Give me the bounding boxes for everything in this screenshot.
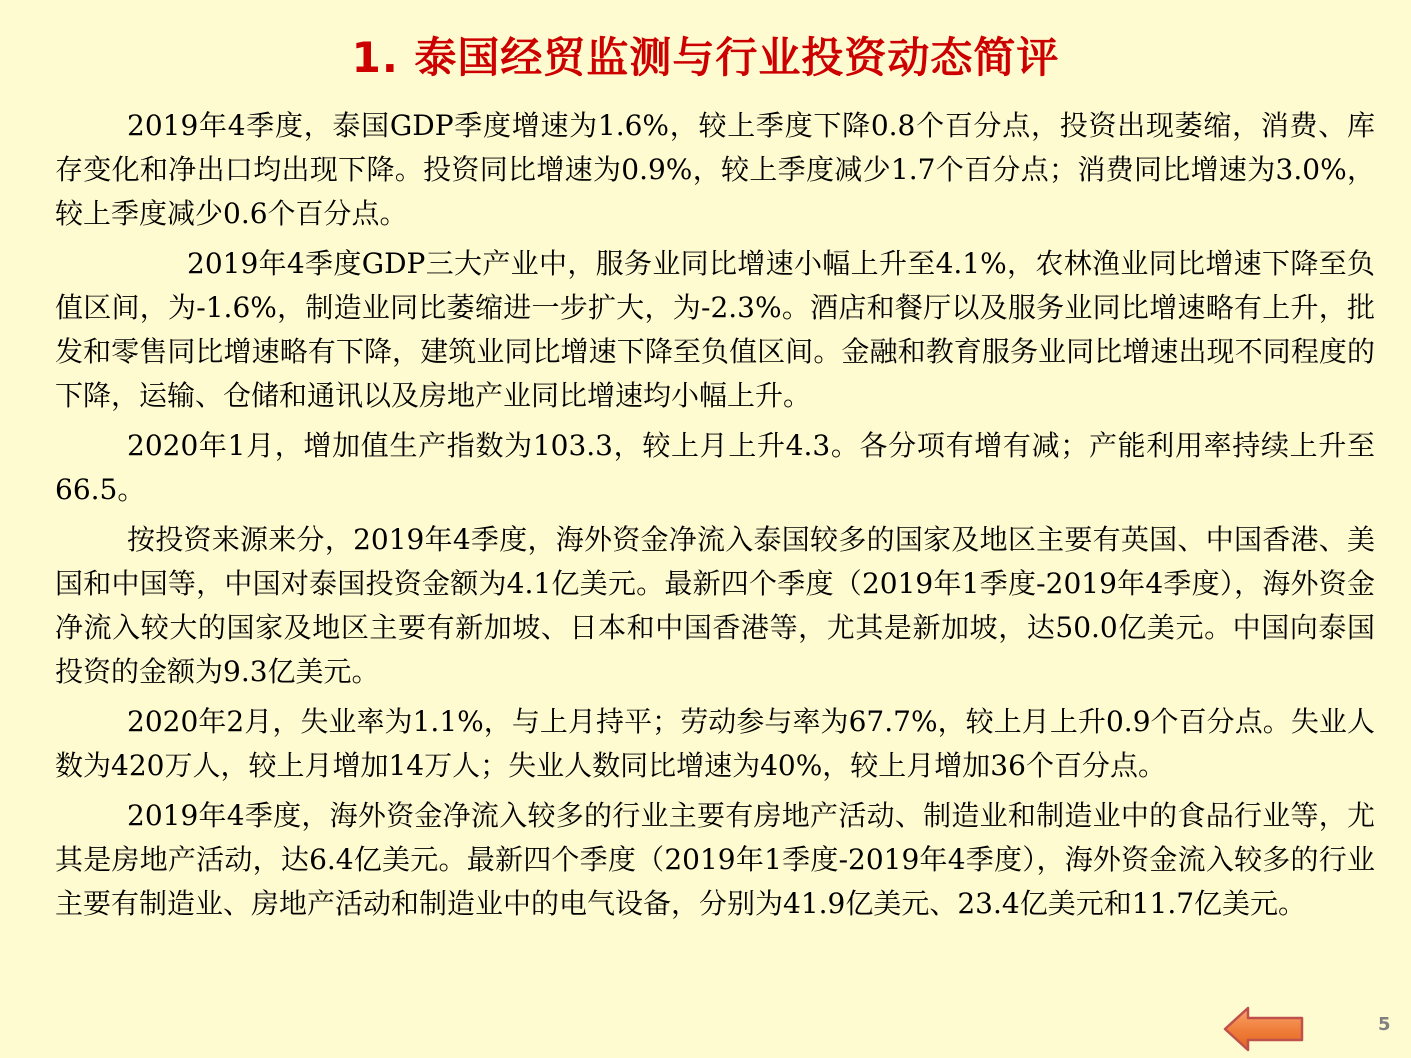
back-button[interactable]: [1222, 1005, 1306, 1053]
paragraph-investment-industry: 2019年4季度，海外资金净流入较多的行业主要有房地产活动、制造业和制造业中的食品行业等，尤其是房地产活动，达6.4亿美元。最新四个季度（2019年1季度-2019年4季度），海外资金流入较多的行业主要有制造业、房地产活动和制造业中的电气设备，分别为41.9亿美元、23.4亿美元和11.7亿美元。: [55, 799, 1375, 920]
paragraph-gdp: 2019年4季度，泰国GDP季度增速为1.6%，较上季度下降0.8个百分点，投资出现萎缩，消费、库存变化和净出口均出现下降。投资同比增速为0.9%，较上季度减少1.7个百分点；消费同比增速为3.0%，较上季度减少0.6个百分点。: [55, 109, 1375, 230]
paragraph-industries: 2019年4季度GDP三大产业中，服务业同比增速小幅上升至4.1%，农林渔业同比增速下降至负值区间，为-1.6%，制造业同比萎缩进一步扩大，为-2.3%。酒店和餐厅以及服务业同比增速略有上升，批发和零售同比增速略有下降，建筑业同比增速下降至负值区间。金融和教育服务业同比增速出现不同程度的下降，运输、仓储和通讯以及房地产业同比增速均小幅上升。: [55, 247, 1375, 412]
slide-title: 1. 泰国经贸监测与行业投资动态简评: [351, 33, 1060, 82]
page-number: 5: [1378, 1014, 1391, 1035]
paragraph-investment-source: 按投资来源来分，2019年4季度，海外资金净流入泰国较多的国家及地区主要有英国、中国香港、美国和中国等，中国对泰国投资金额为4.1亿美元。最新四个季度（2019年1季度-2019年4季度），海外资金净流入较大的国家及地区主要有新加坡、日本和中国香港等，尤其是新加坡，达50.0亿美元。中国向泰国投资的金额为9.3亿美元。: [55, 523, 1375, 688]
paragraph-unemployment: 2020年2月，失业率为1.1%，与上月持平；劳动参与率为67.7%，较上月上升0.9个百分点。失业人数为420万人，较上月增加14万人；失业人数同比增速为40%，较上月增加36个百分点。: [55, 705, 1375, 782]
slide-body: [55, 104, 1375, 932]
paragraph-production-index: 2020年1月，增加值生产指数为103.3，较上月上升4.3。各分项有增有减；产能利用率持续上升至66.5。: [55, 429, 1375, 506]
left-arrow-icon: [1222, 1005, 1306, 1053]
